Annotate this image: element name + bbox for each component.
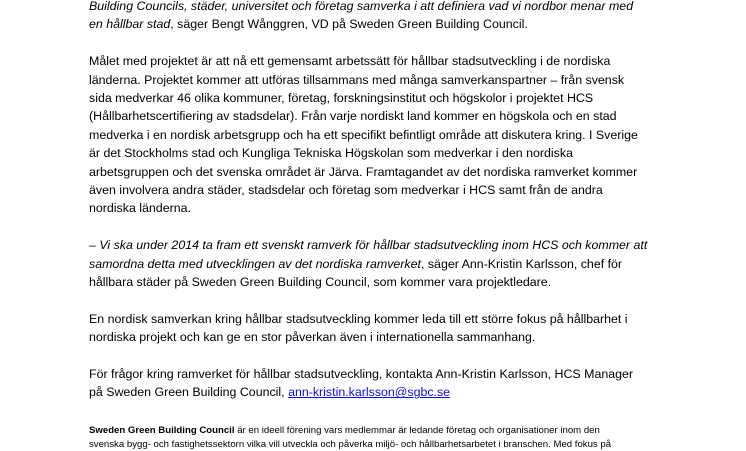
contact-paragraph <box>89 365 689 402</box>
project-line-3: sida medverkar 46 olika kommuner, företag, forskningsinstitut och högskolor i projektet HCS <box>89 91 594 106</box>
intro-quote-line-2: en hållbar stad <box>89 17 171 32</box>
quote-line-1: – Vi ska under 2014 ta fram ett svenskt ramverk för hållbar stadsutveckling inom HCS och kommer att <box>89 238 648 253</box>
contact-line-2: på Sweden Green Building Council, <box>89 385 289 400</box>
nordic-paragraph <box>89 310 689 347</box>
project-line-4: (Hållbarhetscertifiering av stadsdelar). Från varje nordiskt land kommer en högskola och en stad <box>89 109 617 124</box>
quote-paragraph <box>89 236 689 291</box>
nordic-line-2: nordiska projekt och kan ge en stor påverkan även i internationella sammanhang. <box>89 330 536 345</box>
project-line-8: även involvera andra städer, stadsdelar och företag som medverkar i HCS samt från de andra <box>89 183 603 198</box>
contact-line-1: För frågor kring ramverket för hållbar stadsutveckling, kontakta Ann-Kristin Karlsson, HCS Manager <box>89 367 634 382</box>
paragraph-gap <box>89 291 689 309</box>
footer-boilerplate <box>89 424 689 451</box>
project-paragraph <box>89 52 689 218</box>
paragraph-gap <box>89 34 689 52</box>
project-line-7: arbetsgruppen och det svenska området är Järva. Framtagandet av det nordiska ramverket kommer <box>89 164 638 179</box>
contact-email-link[interactable]: ann-kristin.karlsson@sgbc.se <box>288 385 451 400</box>
project-line-9: nordiska länderna. <box>89 201 191 216</box>
nordic-line-1: En nordisk samverkan kring hållbar stadsutveckling kommer leda till ett större fokus på hållbarhet i <box>89 311 628 326</box>
project-line-6: är det Stockholms stad och Kungliga Tekniska Högskolan som medverkar i den nordiska <box>89 146 573 161</box>
document-page <box>89 0 689 451</box>
paragraph-gap <box>89 402 689 420</box>
intro-quote-line-1: Building Councils, städer, universitet och företag samverka i att definiera vad vi nordbor menar med <box>89 0 634 13</box>
project-line-5: medverka i en nordisk arbetsgrupp och ha ett specifikt befintligt område att diskutera kring. I Sverige <box>89 127 638 142</box>
project-line-2: länderna. Projektet kommer att utföras tillsammans med många samverkanspartner – från svensk <box>89 72 625 87</box>
quote-attribution: , säger Ann-Kristin Karlsson, chef för <box>420 256 623 271</box>
footer-line-1: är en ideell förening vars medlemmar är ledande företag och organisationer inom den <box>234 425 600 437</box>
footer-line-2: svenska bygg- och fastighetssektorn vilka vill utveckla och påverka miljö- och hållbarhetsarbetet i branschen. Med fokus på <box>89 438 612 450</box>
quote-line-2: samordna detta med utvecklingen av det nordiska ramverket <box>89 256 421 271</box>
paragraph-gap <box>89 218 689 236</box>
footer-org-name: Sweden Green Building Council <box>89 425 235 437</box>
paragraph-gap <box>89 347 689 365</box>
quote-line-3: hållbara städer på Sweden Green Building Council, som kommer vara projektledare. <box>89 275 552 290</box>
intro-paragraph <box>89 0 689 34</box>
intro-attribution: , säger Bengt Wånggren, VD på Sweden Green Building Council. <box>170 17 528 32</box>
project-line-1: Målet med projektet är att nå ett gemensamt arbetssätt för hållbar stadsutveckling i de nordiska <box>89 54 611 69</box>
